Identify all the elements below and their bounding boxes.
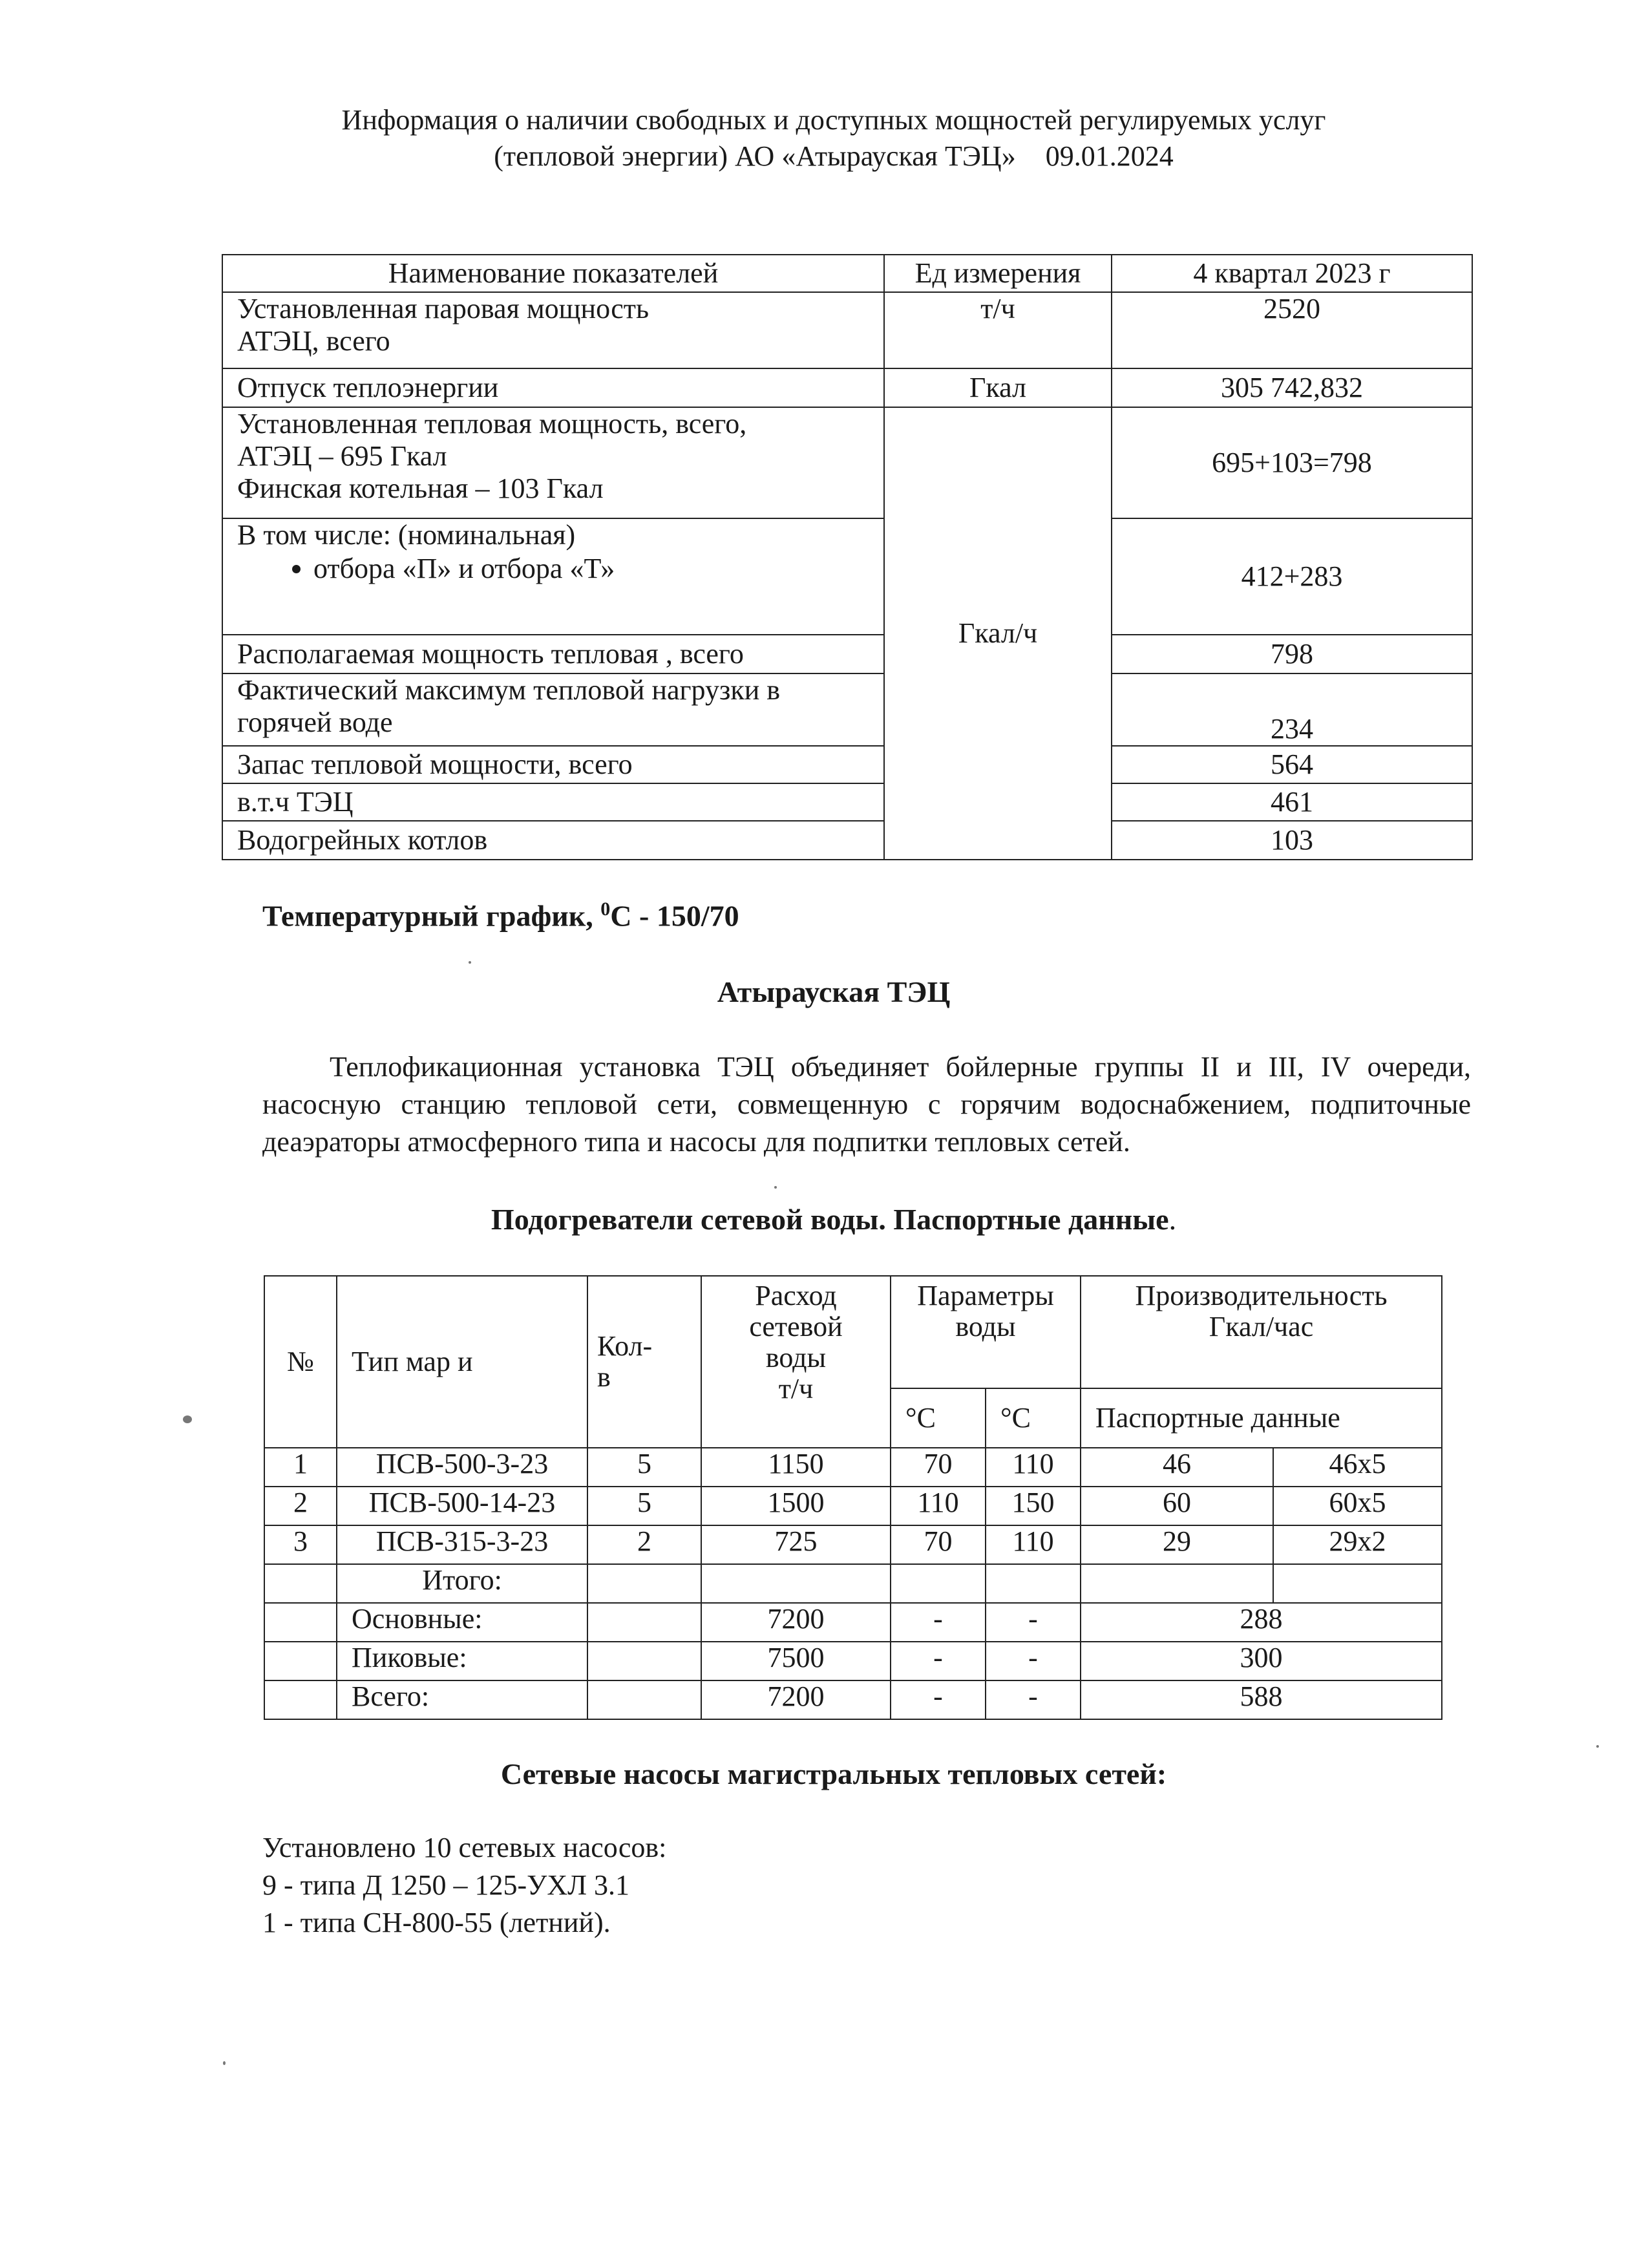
cell-flow: 1150: [701, 1448, 891, 1487]
cell-temp-out: 110: [986, 1525, 1081, 1564]
table-row-total: [264, 1564, 1442, 1603]
cell-line: Кол-: [597, 1330, 653, 1362]
table-cell-value: 461: [1112, 783, 1472, 821]
header-unit: Ед измерения: [884, 255, 1112, 292]
cell-line: сетевой: [749, 1311, 843, 1342]
cell-empty: [264, 1603, 337, 1642]
cell-empty: [587, 1680, 701, 1719]
table-cell-value: 305 742,832: [1112, 368, 1472, 407]
cell-temp-in: -: [891, 1603, 986, 1642]
cell-count: 5: [587, 1487, 701, 1525]
cell-temp-out: 110: [986, 1448, 1081, 1487]
table-row-summary: [264, 1680, 1442, 1719]
cell-temp-out: -: [986, 1680, 1081, 1719]
cell-perf-total: 29х2: [1273, 1525, 1442, 1564]
header-count: [587, 1276, 701, 1448]
cell-perf-total: 46х5: [1273, 1448, 1442, 1487]
header-temp-in: °С: [891, 1388, 986, 1448]
cell-line: Фактический максимум тепловой нагрузки в: [237, 674, 781, 706]
title-line-1: Информация о наличии свободных и доступных мощностей регулируемых услуг: [341, 104, 1326, 136]
header-params: [891, 1276, 1081, 1388]
cell-line: Гкал/час: [1209, 1311, 1314, 1342]
table-cell-name: [222, 518, 884, 635]
cell-empty: [264, 1680, 337, 1719]
cell-total-label: Итого:: [337, 1564, 587, 1603]
temp-graph-suffix: С - 150/70: [610, 899, 739, 933]
cell-temp-in: -: [891, 1680, 986, 1719]
pumps-list: [262, 1829, 666, 1942]
cell-line: в: [597, 1361, 611, 1393]
table-cell-value: 798: [1112, 635, 1472, 673]
heaters-heading-dot: .: [1168, 1203, 1177, 1236]
cell-perf: 300: [1081, 1642, 1442, 1680]
cell-perf: 288: [1081, 1603, 1442, 1642]
heaters-heading: [194, 1202, 1474, 1236]
cell-line: т/ч: [778, 1373, 814, 1404]
table-cell-merged-unit: Гкал/ч: [884, 407, 1112, 860]
cell-line: Параметры: [917, 1280, 1054, 1311]
cell-line: АТЭЦ, всего: [237, 325, 390, 357]
cell-perf-unit: 60: [1081, 1487, 1273, 1525]
cell-summary-label: Всего:: [337, 1680, 587, 1719]
title-date: 09.01.2024: [1045, 140, 1174, 172]
table-cell-name: [222, 292, 884, 368]
cell-type: ПСВ-500-14-23: [337, 1487, 587, 1525]
cell-perf-total: 60х5: [1273, 1487, 1442, 1525]
temp-graph-sup: 0: [600, 898, 611, 920]
header-passport: Паспортные данные: [1081, 1388, 1442, 1448]
cell-empty: [264, 1642, 337, 1680]
cell-line: воды: [765, 1342, 827, 1373]
cell-flow: 1500: [701, 1487, 891, 1525]
temperature-graph-line: [262, 898, 739, 933]
table-cell-value: 564: [1112, 746, 1472, 783]
title-org: (тепловой энергии) АО «Атырауская ТЭЦ»: [494, 140, 1016, 172]
cell-empty: [986, 1564, 1081, 1603]
table-cell-value: 103: [1112, 821, 1472, 860]
cell-line: Производительность: [1135, 1280, 1388, 1311]
cell-perf-unit: 46: [1081, 1448, 1273, 1487]
bullet-item: • отбора «П» и отбора «Т»: [313, 551, 883, 586]
table-cell-name: [222, 407, 884, 518]
cell-empty: [1081, 1564, 1273, 1603]
cell-summary-label: Пиковые:: [337, 1642, 587, 1680]
pumps-line: 1 - типа СН-800-55 (летний).: [262, 1907, 611, 1938]
table-row: [264, 1487, 1442, 1525]
table-cell-value: 412+283: [1112, 518, 1472, 635]
cell-empty: [701, 1564, 891, 1603]
cell-count: 2: [587, 1525, 701, 1564]
cell-temp-in: 70: [891, 1525, 986, 1564]
header-indicator: Наименование показателей: [222, 255, 884, 292]
cell-type: ПСВ-500-3-23: [337, 1448, 587, 1487]
description-paragraph: Теплофикационная установка ТЭЦ объединяет бойлерные группы II и III, IV очереди, насосную станцию тепловой сети, совмещенную с горячим водоснабжением, подпиточные деаэраторы атмосферного типа и насосы для подпитки тепловых сетей.: [262, 1051, 1471, 1158]
cell-temp-in: 70: [891, 1448, 986, 1487]
cell-line: Расход: [755, 1280, 837, 1311]
table-cell-name: Располагаемая мощность тепловая , всего: [222, 635, 884, 673]
table-cell-name: [222, 673, 884, 746]
heaters-table: [264, 1275, 1442, 1720]
title-line-2: [194, 138, 1474, 175]
cell-count: 5: [587, 1448, 701, 1487]
scan-speck: [223, 2061, 226, 2065]
header-num: №: [264, 1276, 337, 1448]
cell-empty: [587, 1564, 701, 1603]
cell-perf-unit: 29: [1081, 1525, 1273, 1564]
scan-speck: [774, 1186, 777, 1189]
table-row-summary: [264, 1642, 1442, 1680]
table-cell-unit: т/ч: [884, 292, 1112, 368]
scan-speck: [1596, 1745, 1599, 1748]
header-performance: [1081, 1276, 1442, 1388]
capacity-table: [222, 254, 1473, 860]
pumps-heading: Сетевые насосы магистральных тепловых сетей:: [500, 1757, 1167, 1790]
cell-line: Установленная тепловая мощность, всего,: [237, 408, 747, 440]
table-cell-name: в.т.ч ТЭЦ: [222, 783, 884, 821]
cell-type: ПСВ-315-3-23: [337, 1525, 587, 1564]
cell-empty: [1273, 1564, 1442, 1603]
cell-temp-in: -: [891, 1642, 986, 1680]
scan-speck: [469, 961, 471, 964]
header-flow: [701, 1276, 891, 1448]
cell-line: АТЭЦ – 695 Гкал: [237, 440, 447, 472]
table-cell-unit: Гкал: [884, 368, 1112, 407]
cell-line: В том числе: (номинальная): [237, 519, 576, 551]
scan-speck: [183, 1415, 192, 1423]
station-heading: Атырауская ТЭЦ: [717, 975, 951, 1008]
cell-line: воды: [955, 1311, 1016, 1342]
cell-temp-out: -: [986, 1603, 1081, 1642]
table-cell-value: 2520: [1112, 292, 1472, 368]
table-row: [264, 1448, 1442, 1487]
cell-temp-in: 110: [891, 1487, 986, 1525]
table-cell-name: Водогрейных котлов: [222, 821, 884, 860]
cell-summary-label: Основные:: [337, 1603, 587, 1642]
cell-line: Установленная паровая мощность: [237, 293, 650, 324]
heaters-heading-text: Подогреватели сетевой воды. Паспортные данные: [491, 1203, 1169, 1236]
cell-line: Финская котельная – 103 Гкал: [237, 472, 604, 504]
table-row: [264, 1525, 1442, 1564]
temp-graph-prefix: Температурный график,: [262, 899, 601, 933]
cell-empty: [587, 1642, 701, 1680]
pumps-line: 9 - типа Д 1250 – 125-УХЛ 3.1: [262, 1869, 629, 1901]
table-row-summary: [264, 1603, 1442, 1642]
header-temp-out: °С: [986, 1388, 1081, 1448]
table-cell-name: Отпуск теплоэнергии: [222, 368, 884, 407]
bullet-list: [237, 551, 883, 586]
cell-perf: 588: [1081, 1680, 1442, 1719]
cell-line: горячей воде: [237, 706, 393, 738]
cell-empty: [264, 1564, 337, 1603]
cell-empty: [891, 1564, 986, 1603]
cell-flow: 7200: [701, 1680, 891, 1719]
cell-temp-out: -: [986, 1642, 1081, 1680]
cell-num: 1: [264, 1448, 337, 1487]
table-cell-value: 695+103=798: [1112, 407, 1472, 518]
document-title: [194, 102, 1474, 175]
table-cell-value: 234: [1112, 673, 1472, 746]
cell-flow: 725: [701, 1525, 891, 1564]
cell-flow: 7500: [701, 1642, 891, 1680]
pumps-line: Установлено 10 сетевых насосов:: [262, 1832, 667, 1863]
header-period: 4 квартал 2023 г: [1112, 255, 1472, 292]
cell-num: 3: [264, 1525, 337, 1564]
cell-num: 2: [264, 1487, 337, 1525]
cell-flow: 7200: [701, 1603, 891, 1642]
cell-empty: [587, 1603, 701, 1642]
table-cell-name: Запас тепловой мощности, всего: [222, 746, 884, 783]
cell-temp-out: 150: [986, 1487, 1081, 1525]
header-type: Тип мар и: [337, 1276, 587, 1448]
